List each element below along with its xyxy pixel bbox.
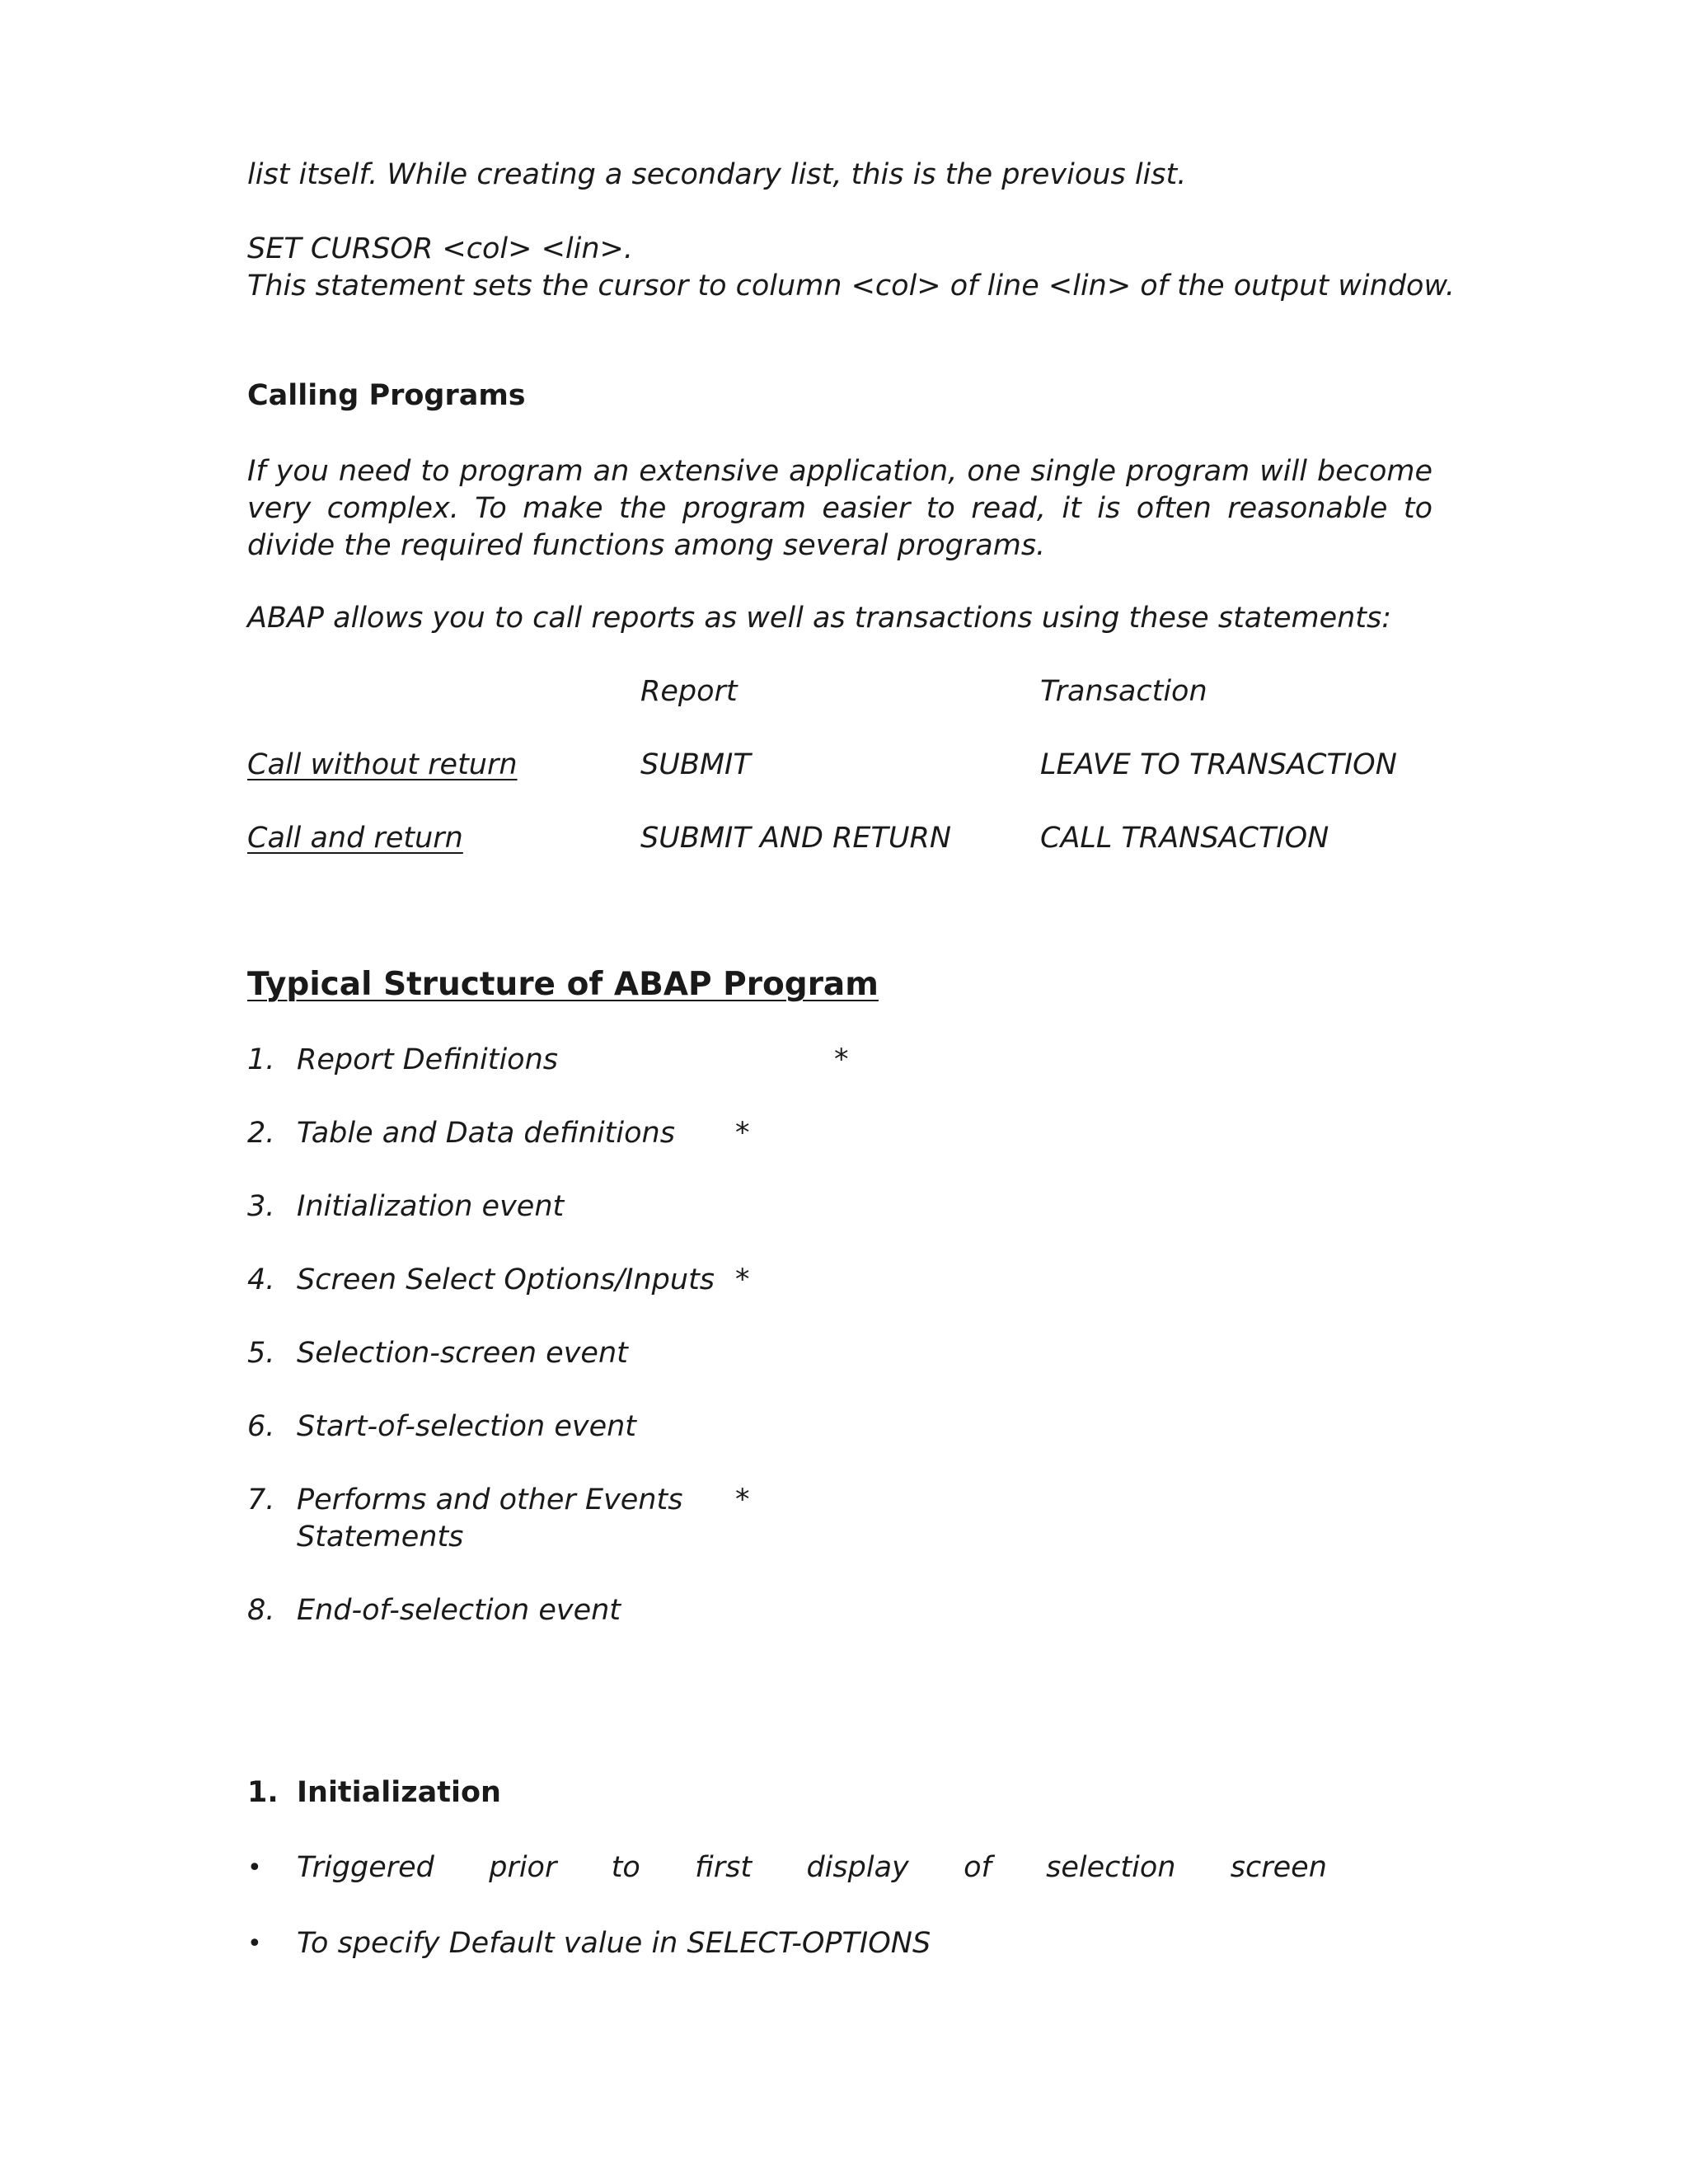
required-marker: * — [834, 1043, 849, 1076]
calling-programs-heading: Calling Programs — [247, 379, 526, 412]
abap-call-statement: ABAP allows you to call reports as well as transactions using these statements: — [247, 602, 1392, 635]
table-cell: LEAVE TO TRANSACTION — [1040, 748, 1397, 781]
bullet-item — [247, 1925, 1360, 1962]
required-marker: * — [735, 1483, 750, 1516]
bullet-text: To specify Default value in SELECT-OPTIONS — [297, 1927, 931, 1960]
bullet-icon: • — [247, 1929, 262, 1958]
table-cell: SUBMIT AND RETURN — [640, 822, 952, 855]
list-item: 6. Start-of-selection event — [247, 1410, 637, 1443]
initialization-heading: 1. Initialization — [247, 1776, 501, 1809]
list-item: 7. Performs and other Events — [247, 1483, 683, 1516]
required-marker: * — [735, 1117, 750, 1150]
table-cell: CALL TRANSACTION — [1040, 822, 1329, 855]
structure-heading: Typical Structure of ABAP Program — [247, 966, 879, 1003]
required-marker: * — [735, 1263, 750, 1296]
table-row-label: Call without return — [247, 748, 518, 781]
list-item: 5. Selection-screen event — [247, 1337, 628, 1370]
table-header-transaction: Transaction — [1040, 675, 1207, 708]
set-cursor-syntax: SET CURSOR <col> <lin>. — [247, 232, 633, 265]
list-item: 1. Report Definitions — [247, 1043, 558, 1076]
list-item: 4. Screen Select Options/Inputs — [247, 1263, 715, 1296]
intro-line: list itself. While creating a secondary list, this is the previous list. — [247, 158, 1187, 191]
set-cursor-description: This statement sets the cursor to column <col> of line <lin> of the output window. — [247, 269, 1455, 302]
list-item: 2. Table and Data definitions — [247, 1117, 675, 1150]
calling-programs-paragraph: If you need to program an extensive application, one single program will become very complex. To make the program easier to read, it is often reasonable to divide the required functions among several programs. — [247, 455, 1432, 562]
bullet-icon: • — [247, 1854, 262, 1882]
list-item-continuation: Statements — [297, 1521, 464, 1554]
list-item: 3. Initialization event — [247, 1190, 565, 1223]
bullet-item — [247, 1849, 1360, 1886]
bullet-text: Triggered prior to first display of selection screen — [297, 1851, 1327, 1884]
table-cell: SUBMIT — [640, 748, 751, 781]
table-header-report: Report — [640, 675, 738, 708]
list-item: 8. End-of-selection event — [247, 1594, 621, 1627]
table-row-label: Call and return — [247, 822, 463, 855]
